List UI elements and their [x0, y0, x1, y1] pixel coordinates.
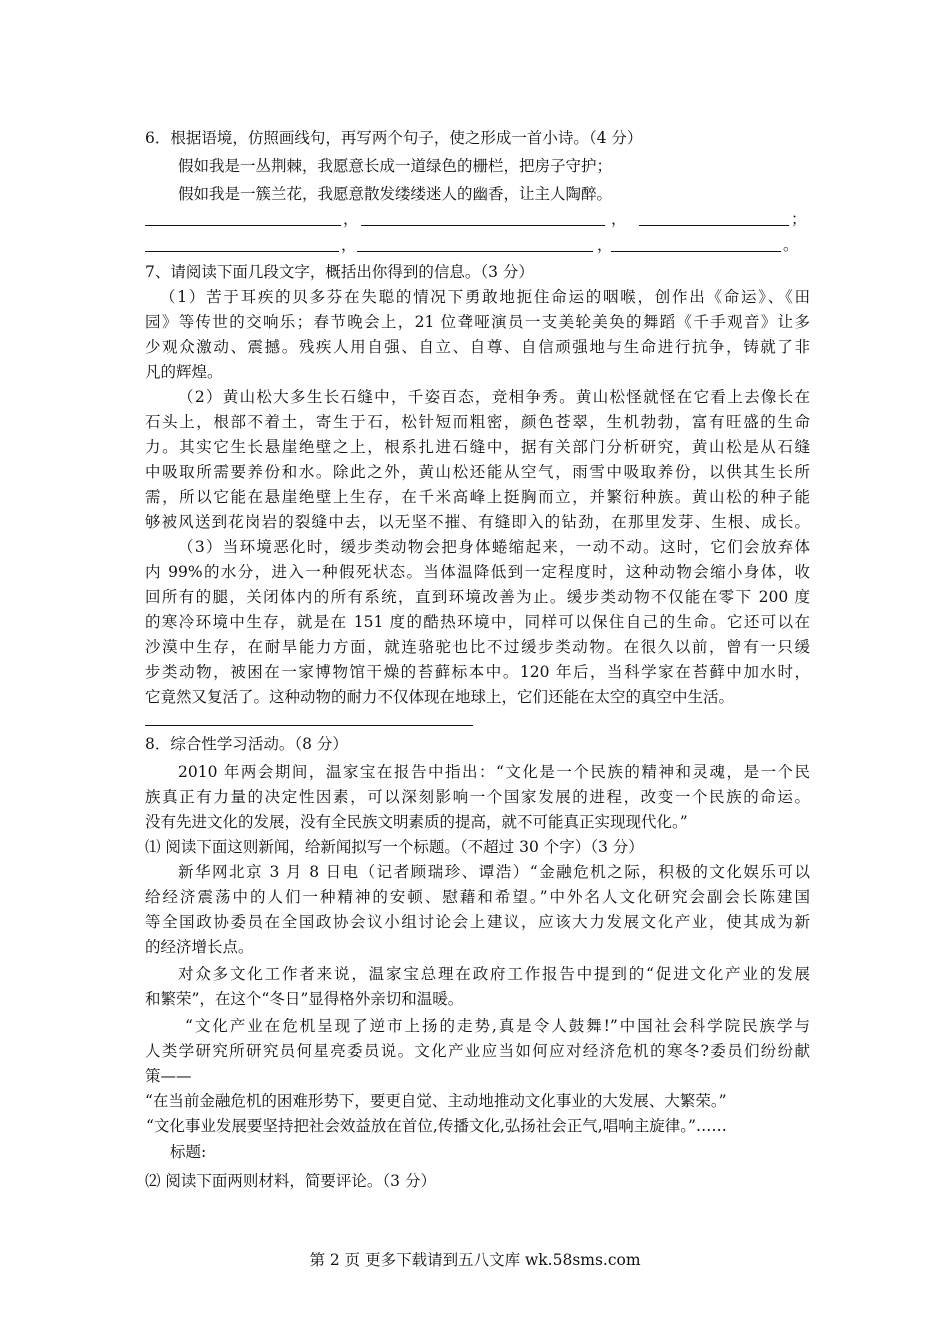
q6-answer-row-1 — [145, 206, 810, 230]
q8-news-line: 给经济震荡中的人们一种精神的安顿、慰藉和希望。”中外名人文化研究会副会长陈建国 — [145, 888, 810, 906]
answer-blank[interactable] — [357, 250, 593, 252]
q8-headline-label: 标题: — [170, 1143, 207, 1161]
q7-p2-line: （2）黄山松大多生长石缝中，千姿百态，竞相争秀。黄山松怪就怪在它看上去像长在 — [178, 388, 810, 406]
q7-p2-line: 够被风送到花岗岩的裂缝中去，以无坚不摧、有缝即入的钻劲，在那里发芽、生根、成长。 — [145, 513, 810, 531]
q8-title: 8．综合性学习活动。（8 分） — [145, 735, 348, 753]
q6-answer-row-2 — [145, 232, 810, 256]
q7-p2-line: 石头上，根部不着土，寄生于石，松针短而粗密，颜色苍翠，生机勃勃，富有旺盛的生命 — [145, 413, 810, 431]
q7-p2-line: 中吸取所需要养份和水。除此之外，黄山松还能从空气，雨雪中吸取养份，以供其生长所 — [145, 463, 810, 481]
answer-blank[interactable] — [639, 224, 789, 226]
q8-news-line: 策—— — [145, 1067, 192, 1085]
q8-quote-1: “在当前金融危机的困难形势下，要更自觉、主动地推动文化事业的大发展、大繁荣。” — [145, 1092, 727, 1110]
answer-blank[interactable] — [145, 250, 339, 252]
separator: ， — [597, 236, 613, 254]
q7-p2-line: 力。其实它生长悬崖绝壁之上，根系扎进石缝中，据有关部门分析研究，黄山松是从石缝 — [145, 438, 810, 456]
q8-news-line: 等全国政协委员在全国政协会议小组讨论会上建议，应该大力发展文化产业，使其成为新 — [145, 913, 810, 931]
q8-news-line: 和繁荣”，在这个“冬日”显得格外亲切和温暖。 — [145, 990, 464, 1008]
q8-sub2-title: ⑵ 阅读下面两则材料，简要评论。（3 分） — [145, 1172, 436, 1190]
separator: ； — [791, 210, 807, 228]
q7-answer-line[interactable] — [145, 725, 473, 726]
q7-p2-line: 需，所以它能在悬崖绝壁上生存，在千米高峰上挺胸而立，并繁衍种族。黄山松的种子能 — [145, 488, 810, 506]
q7-p1-line: 园》等传世的交响乐；春节晚会上，21 位聋哑演员一支美轮美奂的舞蹈《千手观音》让多 — [145, 313, 810, 331]
q8-sub1-title: ⑴ 阅读下面这则新闻，给新闻拟写一个标题。（不超过 30 个字）（3 分） — [145, 838, 644, 856]
separator: ， — [343, 210, 359, 228]
q7-p3-line: 的寒冷环境中生存，就是在 151 度的酷热环境中，同样可以保住自己的生命。它还可以在 — [145, 613, 810, 631]
q7-p3-line: 内 99%的水分，进入一种假死状态。当体温降低到一定程度时，这种动物会缩小身体，收 — [145, 563, 810, 581]
q7-p3-line: 它竟然又复活了。这种动物的耐力不仅体现在地球上，它们还能在太空的真空中生活。 — [145, 688, 735, 706]
q8-intro-line: 没有先进文化的发展，没有全民族文明素质的提高，就不可能真正实现现代化。” — [145, 813, 688, 831]
q7-p3-line: 回所有的腿，关闭体内的所有系统，直到环境改善为止。缓步类动物不仅能在零下 200 度 — [145, 588, 810, 606]
q6-example-line-1: 假如我是一丛荆棘，我愿意长成一道绿色的栅栏，把房子守护； — [178, 157, 613, 175]
answer-blank[interactable] — [611, 250, 781, 252]
q7-p3-line: 沙漠中生存，在耐旱能力方面，就连骆驼也比不过缓步类动物。在很久以前，曾有一只缓 — [145, 638, 810, 656]
q6-example-line-2: 假如我是一簇兰花，我愿意散发缕缕迷人的幽香，让主人陶醉。 — [178, 185, 613, 203]
separator: 。 — [783, 236, 799, 254]
q7-p1-line: 少观众激动、震撼。残疾人用自强、自立、自尊、自信顽强地与生命进行抗争，铸就了非 — [145, 338, 810, 356]
q7-p3-line: （3）当环境恶化时，缓步类动物会把身体蜷缩起来，一动不动。这时，它们会放弃体 — [178, 538, 810, 556]
q7-p1-line: 凡的辉煌。 — [145, 363, 223, 381]
q8-news-line: 的经济增长点。 — [145, 938, 254, 956]
q7-p1-line: （1）苦于耳疾的贝多芬在失聪的情况下勇敢地扼住命运的咽喉，创作出《命运》、《田 — [160, 288, 810, 306]
q8-intro-line: 2010 年两会期间，温家宝在报告中指出：“文化是一个民族的精神和灵魂，是一个民 — [178, 763, 810, 781]
separator: ， — [341, 236, 357, 254]
q8-news-line: 对众多文化工作者来说，温家宝总理在政府工作报告中提到的“促进文化产业的发展 — [178, 965, 810, 983]
q8-quote-2: “文化事业发展要坚持把社会效益放在首位,传播文化,弘扬社会正气,唱响主旋律。”…… — [146, 1117, 727, 1135]
separator: ， — [611, 210, 627, 228]
q8-intro-line: 族真正有力量的决定性因素，可以深刻影响一个国家发展的进程，改变一个民族的命运。 — [145, 788, 810, 806]
page-footer: 第 2 页 更多下载请到五八文库 wk.58sms.com — [309, 1251, 641, 1269]
q8-news-line: 新华网北京 3 月 8 日电（记者顾瑞珍、谭浩）“金融危机之际，积极的文化娱乐可以 — [178, 863, 810, 881]
answer-blank[interactable] — [145, 224, 341, 226]
q6-title: 6．根据语境，仿照画线句，再写两个句子，使之形成一首小诗。（4 分） — [145, 129, 643, 147]
q7-p3-line: 步类动物，被困在一家博物馆干燥的苔藓标本中。120 年后，当科学家在苔藓中加水时， — [145, 663, 810, 681]
q7-title: 7、请阅读下面几段文字，概括出你得到的信息。（3 分） — [145, 263, 534, 281]
q8-news-line: “文化产业在危机呈现了逆市上扬的走势,真是令人鼓舞!”中国社会科学院民族学与 — [185, 1017, 810, 1035]
answer-blank[interactable] — [361, 224, 605, 226]
q8-news-line: 人类学研究所研究员何星亮委员说。文化产业应当如何应对经济危机的寒冬?委员们纷纷献 — [145, 1042, 810, 1060]
